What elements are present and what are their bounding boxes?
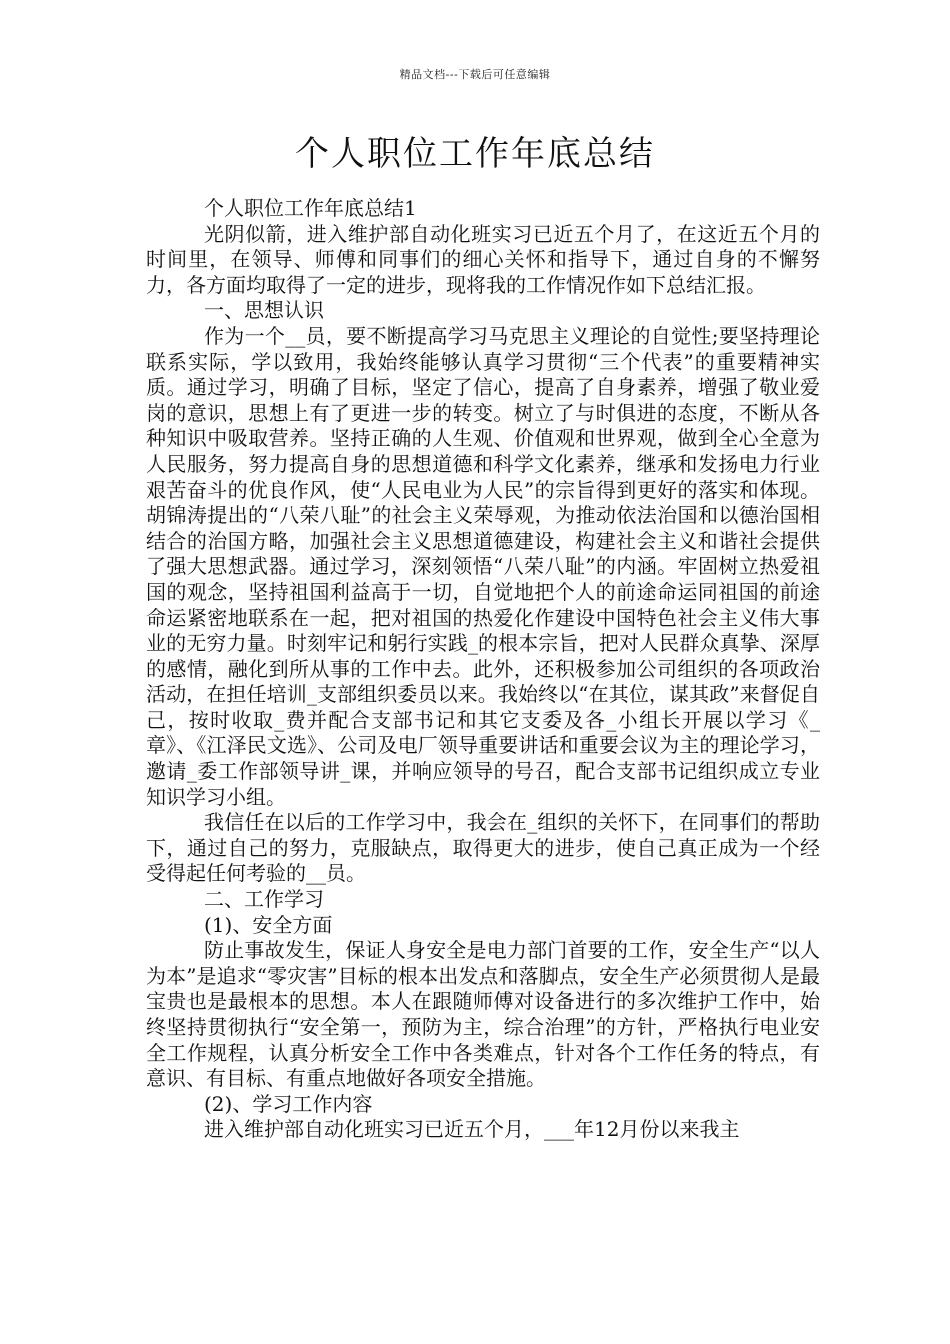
section-heading-thought: 一、思想认识 [204,298,324,323]
paragraph-safety: 防止事故发生，保证人身安全是电力部门首要的工作，安全生产“以人为本”是追求“零灾害”目标的根本出发点和落脚点，安全生产必须贯彻人是最宝贵也是最根本的思想。本人在跟随师傅对设备进行的多次维护工作中，始终坚持贯彻执行“安全第一，预防为主，综合治理”的方针，严格执行电业安全工作规程，认真分析安全工作中各类难点，针对各个工作任务的特点，有意识、有目标、有重点地做好各项安全措施。 [146,938,820,1091]
document-title: 个人职位工作年底总结 [295,134,655,174]
document-body [146,196,820,1143]
subsection-heading-content: (2)、学习工作内容 [204,1091,373,1116]
section-heading-work: 二、工作学习 [204,887,324,912]
paragraph-subtitle: 个人职位工作年底总结1 [204,196,417,220]
paragraph-trust: 我信任在以后的工作学习中，我会在_组织的关怀下，在同事们的帮助下，通过自己的努力，克服缺点，取得更大的进步，使自己真正成为一个经受得起任何考验的__员。 [146,810,820,886]
page-header: 精品文档---下载后可任意编辑 [399,68,551,81]
paragraph-thought: 作为一个__员，要不断提高学习马克思主义理论的自觉性;要坚持理论联系实际，学以致用，我始终能够认真学习贯彻“三个代表”的重要精神实质。通过学习，明确了目标，坚定了信心，提高了自身素养，增强了敬业爱岗的意识，思想上有了更进一步的转变。树立了与时俱进的态度，不断从各种知识中吸取营养。坚持正确的人生观、价值观和世界观，做到全心全意为人民服务，努力提高自身的思想道德和科学文化素养，继承和发扬电力行业艰苦奋斗的优良作风，使“人民电业为人民”的宗旨得到更好的落实和体现。胡锦涛提出的“八荣八耻”的社会主义荣辱观，为推动依法治国和以德治国相结合的治国方略，加强社会主义思想道德建设，构建社会主义和谐社会提供了强大思想武器。通过学习，深刻领悟“八荣八耻”的内涵。牢固树立热爱祖国的观念，坚持祖国利益高于一切，自觉地把个人的前途命运同祖国的前途命运紧密地联系在一起，把对祖国的热爱化作建设中国特色社会主义伟大事业的无穷力量。时刻牢记和躬行实践_的根本宗旨，把对人民群众真挚、深厚的感情，融化到所从事的工作中去。此外，还积极参加公司组织的各项政治活动，在担任培训_支部组织委员以来。我始终以“在其位，谋其政”来督促自己，按时收取_费并配合支部书记和其它支委及各_小组长开展以学习《_章》、《江泽民文选》、公司及电厂领导重要讲话和重要会议为主的理论学习，邀请_委工作部领导讲_课，并响应领导的号召，配合支部书记组织成立专业知识学习小组。 [146,323,820,809]
subsection-heading-safety: (1)、安全方面 [204,912,333,937]
paragraph-content: 进入维护部自动化班实习已近五个月，___年12月份以来我主 [204,1117,740,1142]
paragraph-intro: 光阴似箭，进入维护部自动化班实习已近五个月了，在这近五个月的时间里，在领导、师傅和同事们的细心关怀和指导下，通过自身的不懈努力，各方面均取得了一定的进步，现将我的工作情况作如下总结汇报。 [146,221,820,297]
